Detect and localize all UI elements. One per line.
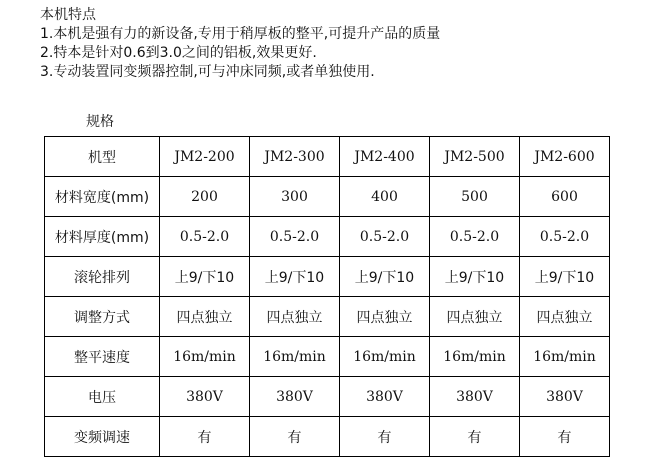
table-row-roller-arrangement [45, 257, 610, 297]
table-cell: 四点独立 [430, 297, 520, 337]
table-cell: 0.5-2.0 [160, 217, 250, 257]
table-cell: 300 [250, 177, 340, 217]
table-cell: 380V [160, 377, 250, 417]
row-label: 机型 [45, 137, 160, 177]
table-cell: 380V [250, 377, 340, 417]
table-cell: 四点独立 [160, 297, 250, 337]
table-cell: JM2-600 [520, 137, 610, 177]
table-cell: 0.5-2.0 [250, 217, 340, 257]
table-cell: 上9/下10 [340, 257, 430, 297]
table-cell: 380V [520, 377, 610, 417]
table-cell: JM2-400 [340, 137, 430, 177]
table-cell: 四点独立 [340, 297, 430, 337]
table-cell: 16m/min [340, 337, 430, 377]
table-row-voltage [45, 377, 610, 417]
table-row-model [45, 137, 610, 177]
table-cell: 四点独立 [250, 297, 340, 337]
spec-title: 规格 [86, 114, 114, 130]
spec-table [44, 136, 610, 457]
feature-line-1: 1.本机是强有力的新设备,专用于稍厚板的整平,可提升产品的质量 [40, 26, 441, 42]
table-cell: 200 [160, 177, 250, 217]
table-cell: 16m/min [520, 337, 610, 377]
table-cell: 0.5-2.0 [430, 217, 520, 257]
table-row-thickness [45, 217, 610, 257]
table-cell: 380V [340, 377, 430, 417]
feature-line-2: 2.特本是针对0.6到3.0之间的铝板,效果更好. [40, 45, 317, 61]
row-label: 材料厚度(mm) [45, 217, 160, 257]
table-cell: JM2-300 [250, 137, 340, 177]
table-cell: 上9/下10 [520, 257, 610, 297]
row-label: 变频调速 [45, 417, 160, 457]
table-row-adjustment [45, 297, 610, 337]
row-label: 材料宽度(mm) [45, 177, 160, 217]
table-cell: 16m/min [250, 337, 340, 377]
table-cell: 四点独立 [520, 297, 610, 337]
table-cell: 500 [430, 177, 520, 217]
table-cell: 16m/min [160, 337, 250, 377]
table-cell: 有 [520, 417, 610, 457]
table-cell: 上9/下10 [430, 257, 520, 297]
table-row-width [45, 177, 610, 217]
row-label: 整平速度 [45, 337, 160, 377]
table-cell: JM2-200 [160, 137, 250, 177]
table-cell: 16m/min [430, 337, 520, 377]
table-cell: 上9/下10 [250, 257, 340, 297]
table-cell: 有 [160, 417, 250, 457]
row-label: 调整方式 [45, 297, 160, 337]
features-section [40, 6, 640, 82]
table-cell: 0.5-2.0 [520, 217, 610, 257]
table-cell: 上9/下10 [160, 257, 250, 297]
table-cell: 有 [430, 417, 520, 457]
table-row-speed [45, 337, 610, 377]
table-cell: 0.5-2.0 [340, 217, 430, 257]
row-label: 滚轮排列 [45, 257, 160, 297]
table-cell: 400 [340, 177, 430, 217]
table-cell: 380V [430, 377, 520, 417]
table-cell: 有 [250, 417, 340, 457]
features-heading: 本机特点 [40, 7, 96, 23]
row-label: 电压 [45, 377, 160, 417]
table-cell: 600 [520, 177, 610, 217]
table-row-frequency-control [45, 417, 610, 457]
table-cell: 有 [340, 417, 430, 457]
table-cell: JM2-500 [430, 137, 520, 177]
feature-line-3: 3.专动装置同变频器控制,可与冲床同频,或者单独使用. [40, 64, 375, 80]
